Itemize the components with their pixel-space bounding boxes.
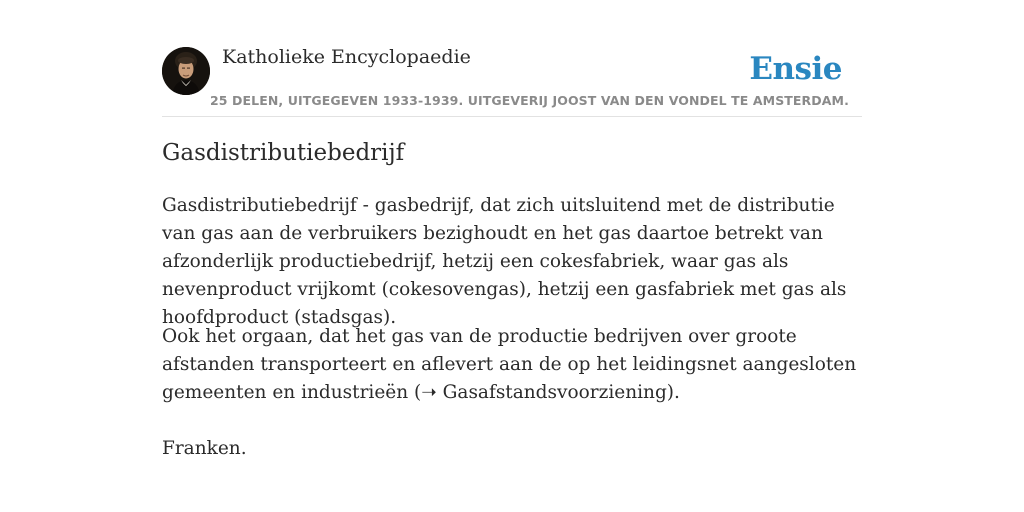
article-title: Gasdistributiebedrijf <box>162 140 405 166</box>
article-author: Franken. <box>162 438 247 459</box>
ensie-logo[interactable]: Ensie <box>749 51 842 87</box>
site-header <box>162 0 862 117</box>
page-container <box>162 0 862 459</box>
site-title[interactable]: Katholieke Encyclopaedie <box>222 46 471 68</box>
portrait-avatar-icon[interactable] <box>162 47 210 95</box>
publication-subtitle: 25 DELEN, UITGEGEVEN 1933-1939. UITGEVERIJ JOOST VAN DEN VONDEL TE AMSTERDAM. <box>210 93 849 108</box>
article-paragraph-1: Gasdistributiebedrijf - gasbedrijf, dat zich uitsluitend met de distributie van gas aan de verbruikers bezighoudt en het gas daartoe betrekt van afzonderlijk productiebedrijf, hetzij een cokesfabriek, waar gas als nevenproduct vrijkomt (cokesovengas), hetzij een gasfabriek met gas als hoofdproduct (stadsgas). <box>162 195 847 328</box>
article-paragraph-2: Ook het orgaan, dat het gas van de productie bedrijven over groote afstanden transporteert en aflevert aan de op het leidingsnet aangesloten gemeenten en industrieën (➝ Gasafstandsvoorziening). <box>162 326 857 403</box>
